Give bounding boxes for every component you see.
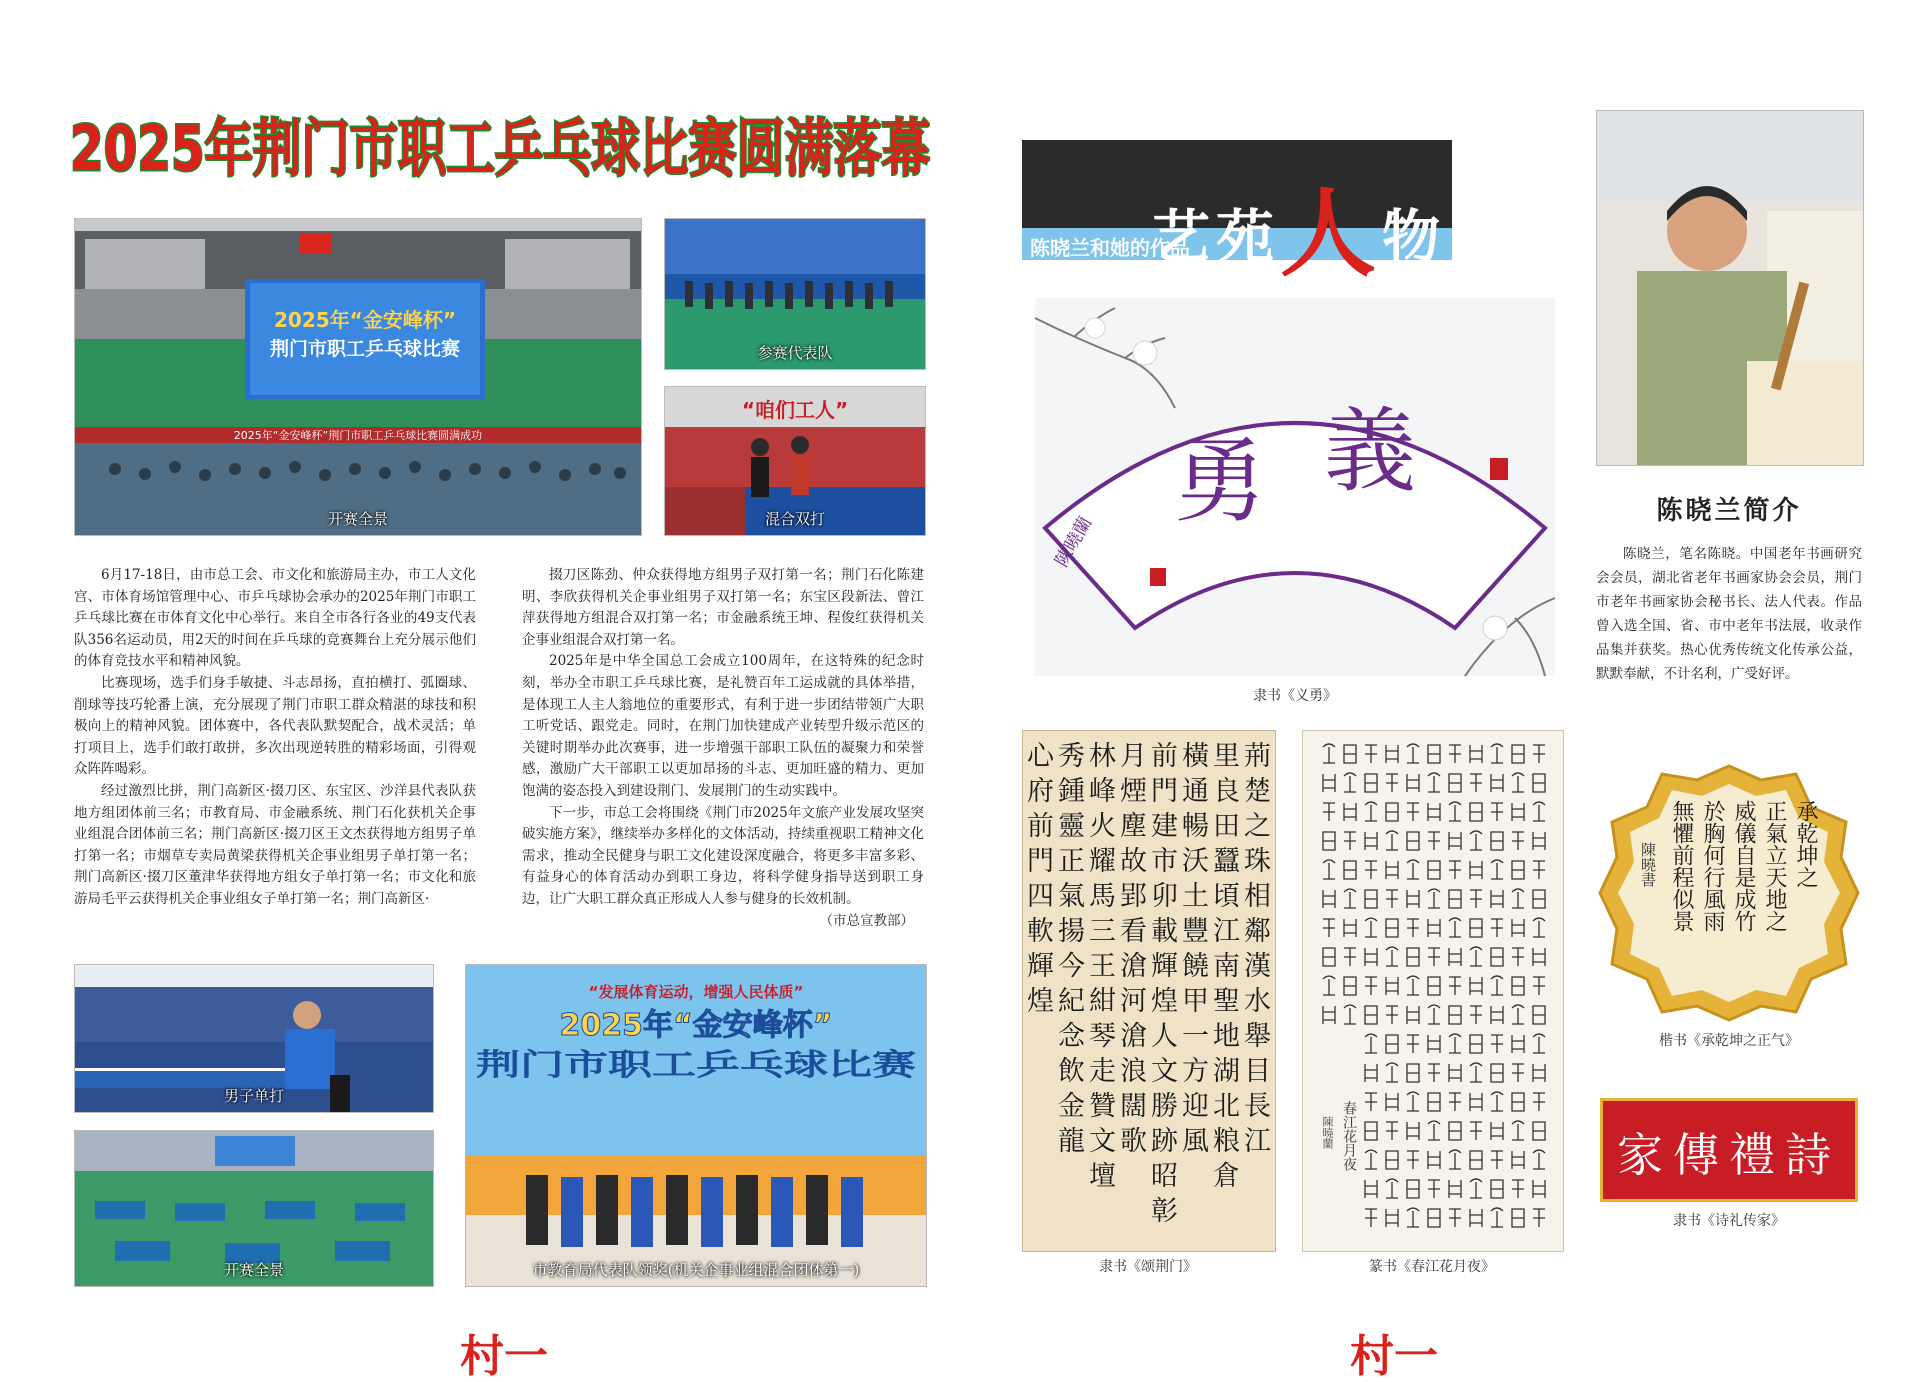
photo-caption: 开赛全景 [327,510,388,528]
seal-glyph [1365,861,1377,879]
qiankun-column: 於胸何行風雨 [1700,800,1725,932]
seal-glyph [1407,1006,1419,1024]
seal-glyph [1449,1006,1461,1024]
article-paragraph: 掇刀区陈劲、仲众获得地方组男子双打第一名；荆门石化陈建明、李欣获得机关企事业组男子双打第一名；东宝区段新法、曾江萍获得地方组混合双打第一名；市金融系统王坤、程俊红获得机关企事业组混合双打第一名。 [522,567,924,648]
seal-glyph [1365,918,1377,937]
seal-glyph [1512,1180,1524,1198]
seal-glyph [1533,1064,1545,1082]
seal-glyph [1533,1209,1545,1227]
seal-glyph [1491,1151,1503,1169]
award-banner-line2: 荆门市职工乒乓球比赛 [476,1048,916,1083]
seal-glyph [1491,860,1503,879]
seal-glyph [1386,1093,1398,1111]
seal-glyph [1533,802,1545,821]
seal-glyph [1449,802,1461,821]
seal-glyph [1512,1035,1524,1053]
seal-glyph [1533,1006,1545,1024]
seal-glyph [1407,1092,1419,1111]
seal-glyph [1386,890,1398,908]
column-header [1022,140,1452,290]
photo-mixed-doubles [664,386,926,536]
seal-glyph [1407,860,1419,879]
seal-glyph [1344,977,1356,995]
photo-caption: 男子单打 [223,1087,284,1105]
seal-glyph [1428,1121,1440,1140]
column-title-char: 物 [1382,203,1447,271]
seal-glyph [1512,832,1524,850]
seal-glyph [1449,1209,1461,1227]
seal-glyph [1449,977,1461,995]
article-paragraph: 下一步，市总工会将围绕《荆门市2025年文旅产业发展攻坚突破实施方案》，继续举办多样化的文体活动，持续重视职工精神文化需求，推动全民健身与职工文化建设深度融合，将更多丰富多彩、有益身心的体育活动办到职工身边，将科学健身指导送到职工身边，让广大职工群众真正形成人人参与健身的长效机制。 [522,804,924,907]
seal-glyph [1323,948,1335,966]
seal-glyph [1449,832,1461,850]
song-jingmen-column: 林峰火耀馬三王紺琴走贊文壇 [1084,741,1115,1196]
seal-glyph [1365,1093,1377,1111]
seal-glyph [1470,977,1482,995]
song-jingmen-column: 心府前門四軟輝煌 [1022,741,1053,1021]
seal-glyph [1470,919,1482,937]
seal-glyph [1491,1208,1503,1227]
seal-glyph [1365,948,1377,966]
seal-glyph [1428,919,1440,937]
seal-glyph [1491,1180,1503,1198]
seal-glyph [1407,976,1419,995]
yiyong-glyph-2: 義 [1323,398,1417,505]
seal-glyph [1428,832,1440,850]
seal-glyph [1470,803,1482,821]
seal-glyph [1470,890,1482,908]
photo-opening-scene [74,218,642,536]
chunjiang-title: 春江花月夜 [1341,1101,1357,1171]
seal-glyph [1386,977,1398,995]
seal-glyph [1344,773,1356,792]
seal-glyph [1470,1093,1482,1111]
banner-line2: 荆门市职工乒乓球比赛 [269,338,461,360]
profile-text: 陈晓兰，笔名陈晓。中国老年书画研究会会员，湖北省老年书画家协会会员，荆门市老年书画家协会秘书长、法人代表。作品曾入选全国、省、市中老年书法展，收录作品集并获奖。热心优秀传统文化传承公益，默默奉献，不计名利，广受好评。 [1596,546,1862,682]
seal-glyph [1512,745,1524,763]
award-banner-line1: 2025年“金安峰杯” [559,1008,833,1043]
seal-glyph [1365,1150,1377,1169]
seal-glyph [1449,1064,1461,1082]
seal-glyph [1365,802,1377,821]
article-col2 [522,565,924,932]
seal-glyph [1407,832,1419,850]
seal-glyph [1512,889,1524,908]
page-mark-right: 村一 [1350,1331,1438,1382]
seal-glyph [1386,1209,1398,1227]
seal-glyph [1344,832,1356,850]
seal-glyph [1344,1005,1356,1024]
seal-glyph [1365,1180,1377,1198]
seal-glyph [1323,860,1335,879]
seal-glyph [1470,861,1482,879]
seal-glyph [1428,1035,1440,1053]
seal-glyph [1365,1209,1377,1227]
yiyong-signature: 陳曉蘭 [1051,513,1097,571]
seal-glyph [1386,1122,1398,1140]
seal-glyph [1386,861,1398,879]
seal-glyph [1470,1122,1482,1140]
seal-glyph [1491,1122,1503,1140]
seal-glyph [1470,1209,1482,1227]
seal-glyph [1470,774,1482,792]
work-shili [1600,1098,1858,1202]
award-slogan: “发展体育运动，增强人民体质” [588,983,804,1001]
seal-glyph [1407,890,1419,908]
seal-glyph [1491,1092,1503,1111]
work-yiyong [1035,298,1555,676]
portrait-photo [1596,110,1864,466]
seal-glyph [1512,1151,1524,1169]
seal-glyph [1491,832,1503,850]
seal-glyph [1323,744,1335,763]
seal-glyph [1533,861,1545,879]
back-banner-text: “咱们工人” [741,398,849,422]
song-jingmen-column: 前門建市卯載輝煌人文勝跡昭彰 [1146,741,1177,1231]
seal-glyph [1491,948,1503,966]
seal-glyph [1386,1063,1398,1082]
qiankun-column: 承乾坤之 [1793,800,1818,888]
work-qiankun [1596,762,1862,1024]
seal-glyph [1428,773,1440,792]
seal-glyph [1386,831,1398,850]
article-source: （市总宣教部） [819,912,914,929]
seal-glyph [1428,1209,1440,1227]
seal-glyph [1386,947,1398,966]
seal-glyph [1365,977,1377,995]
seal-glyph [1407,1180,1419,1198]
seal-glyph [1533,948,1545,966]
seal-glyph [1512,773,1524,792]
seal-glyph [1428,803,1440,821]
song-jingmen-column: 橫通暢沃土豐饒甲一方迎風 [1177,741,1208,1161]
seal-glyph [1428,1005,1440,1024]
seal-glyph [1449,890,1461,908]
seal-glyph [1428,1151,1440,1169]
shili-text: 詩禮傳家 [1617,1128,1841,1182]
column-title-char: 艺 [1152,203,1217,271]
seal-glyph [1407,1122,1419,1140]
song-jingmen-column: 荊楚之珠相鄰漢水舉目長江 [1239,741,1270,1161]
qiankun-signature: 陳曉書 [1639,842,1657,887]
seal-glyph [1386,1179,1398,1198]
seal-glyph [1323,976,1335,995]
scroll-text: 2025年“金安峰杯”荆门市职工乒乓球比赛圆满成功 [233,429,483,442]
seal-glyph [1449,1122,1461,1140]
seal-glyph [1323,1006,1335,1024]
seal-glyph [1491,1035,1503,1053]
seal-glyph [1365,745,1377,763]
caption-yiyong: 隶书《义勇》 [1253,688,1337,704]
page-mark-left: 村一 [460,1331,548,1382]
article-paragraph: 比赛现场，选手们身手敏捷、斗志昂扬，直拍横打、弧圈球、削球等技巧轮番上演，充分展现了荆门市职工群众精湛的球技和积极向上的精神风貌。团体赛中，各代表队默契配合，战术灵活；单打项目上，选手们敢打敢拼，多次出现逆转胜的精彩场面，引得观众阵阵喝彩。 [74,674,476,778]
seal-glyph [1407,948,1419,966]
seal-glyph [1386,1035,1398,1053]
seal-glyph [1428,745,1440,763]
qiankun-column: 威儀自是成竹 [1731,800,1756,932]
song-jingmen-column: 月煙塵故郢看滄河滄浪闊歌 [1115,741,1146,1161]
seal-glyph [1344,803,1356,821]
seal-glyph [1344,861,1356,879]
seal-glyph [1407,803,1419,821]
song-jingmen-column: 里良田蠶頃江南聖地湖北粮倉 [1208,741,1239,1196]
seal-glyph [1491,1064,1503,1082]
banner-line1: 2025年“金安峰杯” [274,308,456,332]
seal-glyph [1428,1064,1440,1082]
seal-glyph [1512,1121,1524,1140]
seal-glyph [1344,745,1356,763]
profile-title: 陈晓兰简介 [1656,496,1802,526]
photo-caption: 市教育局代表队领奖(机关企事业组混合团体第一) [532,1261,860,1279]
seal-glyph [1449,948,1461,966]
photo-teams [664,218,926,370]
photo-caption: 混合双打 [764,510,825,528]
seal-glyph [1365,890,1377,908]
seal-glyph [1470,1151,1482,1169]
seal-glyph [1470,1179,1482,1198]
seal-glyph [1470,947,1482,966]
article-col1 [74,565,476,911]
seal-glyph [1323,919,1335,937]
seal-glyph [1407,919,1419,937]
seal-glyph [1512,803,1524,821]
seal-glyph [1323,890,1335,908]
seal-glyph [1512,1064,1524,1082]
seal-glyph [1449,861,1461,879]
seal-glyph [1323,803,1335,821]
seal-glyph [1365,1034,1377,1053]
article-paragraph: 6月17-18日，由市总工会、市文化和旅游局主办，市工人文化宫、市体育场馆管理中心、市乒乓球协会承办的2025年荆门市职工乒乓球比赛在市体育文化中心举行。来自全市各行各业的49支代表队356名运动员，用2天的时间在乒乓球的竞赛舞台上充分展示他们的体育竞技水平和精神风貌。 [74,567,476,670]
seal-glyph [1533,977,1545,995]
seal-glyph [1533,774,1545,792]
photo-opening-scene-2 [74,1130,434,1287]
seal-glyph [1533,1034,1545,1053]
qiankun-column: 正氣立天地之 [1762,800,1787,932]
seal-glyph [1344,889,1356,908]
work-chunjiang [1302,730,1564,1252]
seal-glyph [1407,1064,1419,1082]
seal-glyph [1470,1006,1482,1024]
seal-glyph [1386,774,1398,792]
photo-caption: 参赛代表队 [757,344,833,362]
seal-glyph [1449,1180,1461,1198]
seal-glyph [1428,1180,1440,1198]
seal-glyph [1428,977,1440,995]
qiankun-column: 無懼前程似景 [1669,800,1694,932]
seal-glyph [1449,1150,1461,1169]
article-paragraph: 2025年是中华全国总工会成立100周年，在这特殊的纪念时刻，举办全市职工乒乓球比赛，是礼赞百年工运成就的具体举措，是体现工人主人翁地位的重要形式，有利于进一步团结带领广大职工听党话、跟党走。同时，在荆门加快建成产业转型升级示范区的关键时期举办此次赛事，进一步增强干部职工队伍的凝聚力和荣誉感，激励广大干部职工以更加昂扬的斗志、更加旺盛的精力、更加饱满的姿态投入到建设荆门、发展荆门的生动实践中。 [522,653,924,799]
caption-song-jingmen: 隶书《颂荆门》 [1099,1259,1197,1275]
column-title-char: 苑 [1216,203,1281,271]
seal-glyph [1449,745,1461,763]
seal-glyph [1407,1151,1419,1169]
seal-glyph [1533,1150,1545,1169]
seal-glyph [1386,803,1398,821]
seal-glyph [1428,861,1440,879]
seal-glyph [1512,977,1524,995]
photo-caption: 开赛全景 [223,1261,284,1279]
article-paragraph: 经过激烈比拼，荆门高新区·掇刀区、东宝区、沙洋县代表队获地方组团体前三名；市教育局、市金融系统、荆门石化获机关企事业组混合团体前三名；荆门高新区·掇刀区王文杰获得地方组男子单打第一名；市烟草专卖局黄梁获得机关企事业组男子单打第一名；荆门高新区·掇刀区董津华获得地方组女子单打第一名；市文化和旅游局毛平云获得机关企事业组女子单打第一名；荆门高新区· [74,782,476,907]
photo-mens-singles [74,964,434,1113]
main-title-text: 2025年荆门市职工乒乓球比赛圆满落幕 [70,112,931,185]
seal-glyph [1491,890,1503,908]
seal-glyph [1512,1209,1524,1227]
seal-glyph [1470,745,1482,763]
seal-glyph [1407,774,1419,792]
main-title [70,100,940,190]
seal-glyph [1533,1180,1545,1198]
seal-glyph [1323,832,1335,850]
seal-glyph [1491,919,1503,937]
seal-glyph [1323,774,1335,792]
seal-glyph [1470,1063,1482,1082]
seal-glyph [1491,774,1503,792]
seal-glyph [1386,919,1398,937]
caption-qiankun: 楷书《承乾坤之正气》 [1659,1033,1799,1049]
seal-glyph [1449,1034,1461,1053]
qiankun-columns [1668,800,1818,990]
seal-glyph [1491,803,1503,821]
photo-award [465,964,927,1287]
seal-glyph [1428,948,1440,966]
seal-glyph [1533,832,1545,850]
column-title [1152,148,1447,290]
seal-glyph [1449,1093,1461,1111]
caption-chunjiang: 篆书《春江花月夜》 [1369,1259,1495,1275]
seal-glyph [1365,1064,1377,1082]
seal-glyph [1386,745,1398,763]
seal-glyph [1449,774,1461,792]
seal-glyph [1407,1035,1419,1053]
seal-glyph [1512,919,1524,937]
seal-glyph [1449,918,1461,937]
seal-glyph [1512,861,1524,879]
seal-glyph [1491,1006,1503,1024]
column-subtitle: 陈晓兰和她的作品 [1030,236,1190,260]
seal-glyph [1470,831,1482,850]
seal-glyph [1491,976,1503,995]
seal-glyph [1491,744,1503,763]
chunjiang-signature: 陳曉蘭 [1321,1116,1334,1149]
seal-glyph [1365,1006,1377,1024]
seal-glyph [1365,774,1377,792]
seal-glyph [1386,1151,1398,1169]
seal-glyph [1344,948,1356,966]
seal-glyph [1512,1005,1524,1024]
seal-glyph [1470,1035,1482,1053]
seal-glyph [1533,1122,1545,1140]
seal-glyph [1344,919,1356,937]
seal-glyph [1407,1208,1419,1227]
seal-glyph [1512,948,1524,966]
seal-glyph [1386,1006,1398,1024]
seal-glyph [1428,1093,1440,1111]
seal-glyph [1407,744,1419,763]
seal-glyph [1365,832,1377,850]
work-song-jingmen [1022,730,1276,1252]
seal-glyph [1533,745,1545,763]
seal-glyph [1533,918,1545,937]
column-title-red-char: 人 [1280,177,1383,290]
yiyong-glyph-1: 勇 [1173,428,1267,535]
caption-shili: 隶书《诗礼传家》 [1673,1213,1785,1229]
seal-glyph [1365,1122,1377,1140]
seal-glyph [1512,1093,1524,1111]
seal-glyph [1533,890,1545,908]
song-jingmen-columns [1023,741,1269,1241]
song-jingmen-column: 秀鍾靈正氣揚今紀念飲金龍 [1053,741,1084,1161]
seal-glyph [1533,1093,1545,1111]
seal-glyph [1428,889,1440,908]
